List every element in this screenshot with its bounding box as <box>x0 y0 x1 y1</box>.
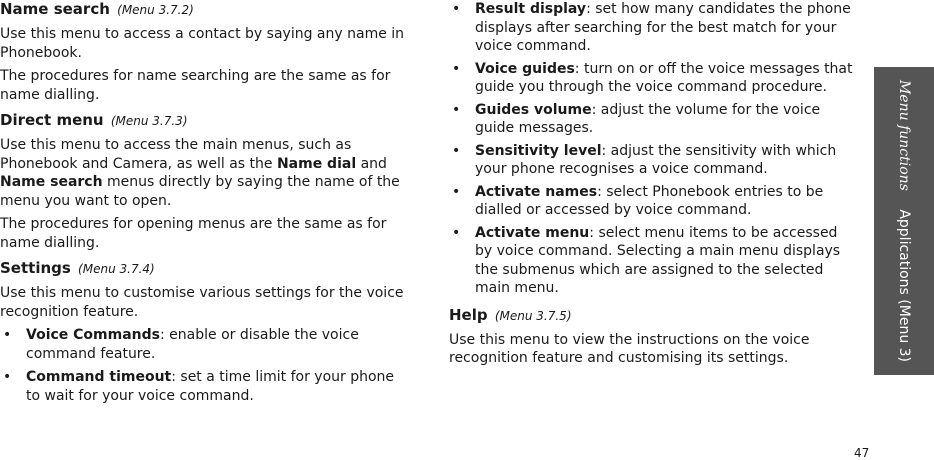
list-item: • Result display: set how many candidates the phone displays after searching for the best match for your voice command. <box>452 1 851 54</box>
menu-ref: (Menu 3.7.4) <box>78 262 155 276</box>
list-item: • Guides volume: adjust the volume for the voice guide messages. <box>452 101 821 136</box>
paragraph: Use this menu to view the instructions on the voice recognition feature and customising its settings. <box>449 331 810 366</box>
bold-term: Activate menu <box>475 224 590 241</box>
heading-text: Help <box>449 305 488 324</box>
bold-term: Sensitivity level <box>475 142 602 159</box>
paragraph: Use this menu to access a contact by saying any name in Phonebook. <box>0 26 405 61</box>
bullet: • <box>452 101 461 118</box>
bold-term: Result display <box>475 1 587 17</box>
list-item: • Command timeout: set a time limit for your phone to wait for your voice command. <box>3 369 395 404</box>
heading-text: Name search <box>0 0 110 18</box>
bullet: • <box>452 1 461 17</box>
heading-text: Settings <box>0 259 71 277</box>
list-item: • Activate names: select Phonebook entries to be dialled or accessed by voice command. <box>452 183 824 218</box>
paragraph: Use this menu to customise various settings for the voice recognition feature. <box>0 285 404 320</box>
paragraph: The procedures for opening menus are the same as for name dialling. <box>0 216 387 251</box>
bullet: • <box>3 327 12 343</box>
menu-ref: (Menu 3.7.3) <box>110 114 188 128</box>
bold-term: Voice Commands <box>26 327 160 343</box>
side-tab-label <box>896 80 912 362</box>
bullet: • <box>452 142 461 159</box>
menu-ref: (Menu 3.7.2) <box>117 3 194 17</box>
list-item: • Activate menu: select menu items to be accessed by voice command. Selecting a main menu displays the submenus which are assigned to the selected main menu. <box>452 224 841 296</box>
heading-text: Direct menu <box>0 111 104 129</box>
bold-term: Name dial <box>276 155 357 172</box>
page-number: 47 <box>854 446 870 460</box>
paragraph: Use this menu to access the main menus, such as Phonebook and Camera, as well as the Name dial and Name search menus directly by saying the name of the menu you want to open. <box>0 137 400 209</box>
chapter-subtitle: Applications (Menu 3) <box>896 209 912 363</box>
settings-list <box>0 326 410 405</box>
bullet: • <box>452 60 461 77</box>
section-heading <box>0 259 410 279</box>
section-heading <box>0 0 410 20</box>
list-item: • Sensitivity level: adjust the sensitivity with which your phone recognises a voice command. <box>452 142 837 177</box>
bullet: • <box>452 224 461 241</box>
list-item: • Voice Commands: enable or disable the voice command feature. <box>3 327 359 362</box>
chapter-side-tab <box>874 67 934 375</box>
bold-term: Voice guides <box>475 60 575 77</box>
right-column <box>449 0 859 368</box>
left-column <box>0 0 410 405</box>
paragraph: The procedures for name searching are the same as for name dialling. <box>0 68 391 103</box>
chapter-title: Menu functions <box>896 79 912 191</box>
bullet: • <box>3 369 12 385</box>
section-heading <box>449 306 859 326</box>
settings-list-continued <box>449 0 859 298</box>
bold-term: Command timeout <box>26 369 172 385</box>
menu-ref: (Menu 3.7.5) <box>494 308 572 323</box>
list-item: • Voice guides: turn on or off the voice messages that guide you through the voice command procedure. <box>452 60 853 95</box>
bold-term: Name search <box>0 174 103 190</box>
section-heading <box>0 111 410 131</box>
bullet: • <box>452 183 461 200</box>
bold-term: Activate names <box>475 183 598 200</box>
bold-term: Guides volume <box>475 101 592 118</box>
